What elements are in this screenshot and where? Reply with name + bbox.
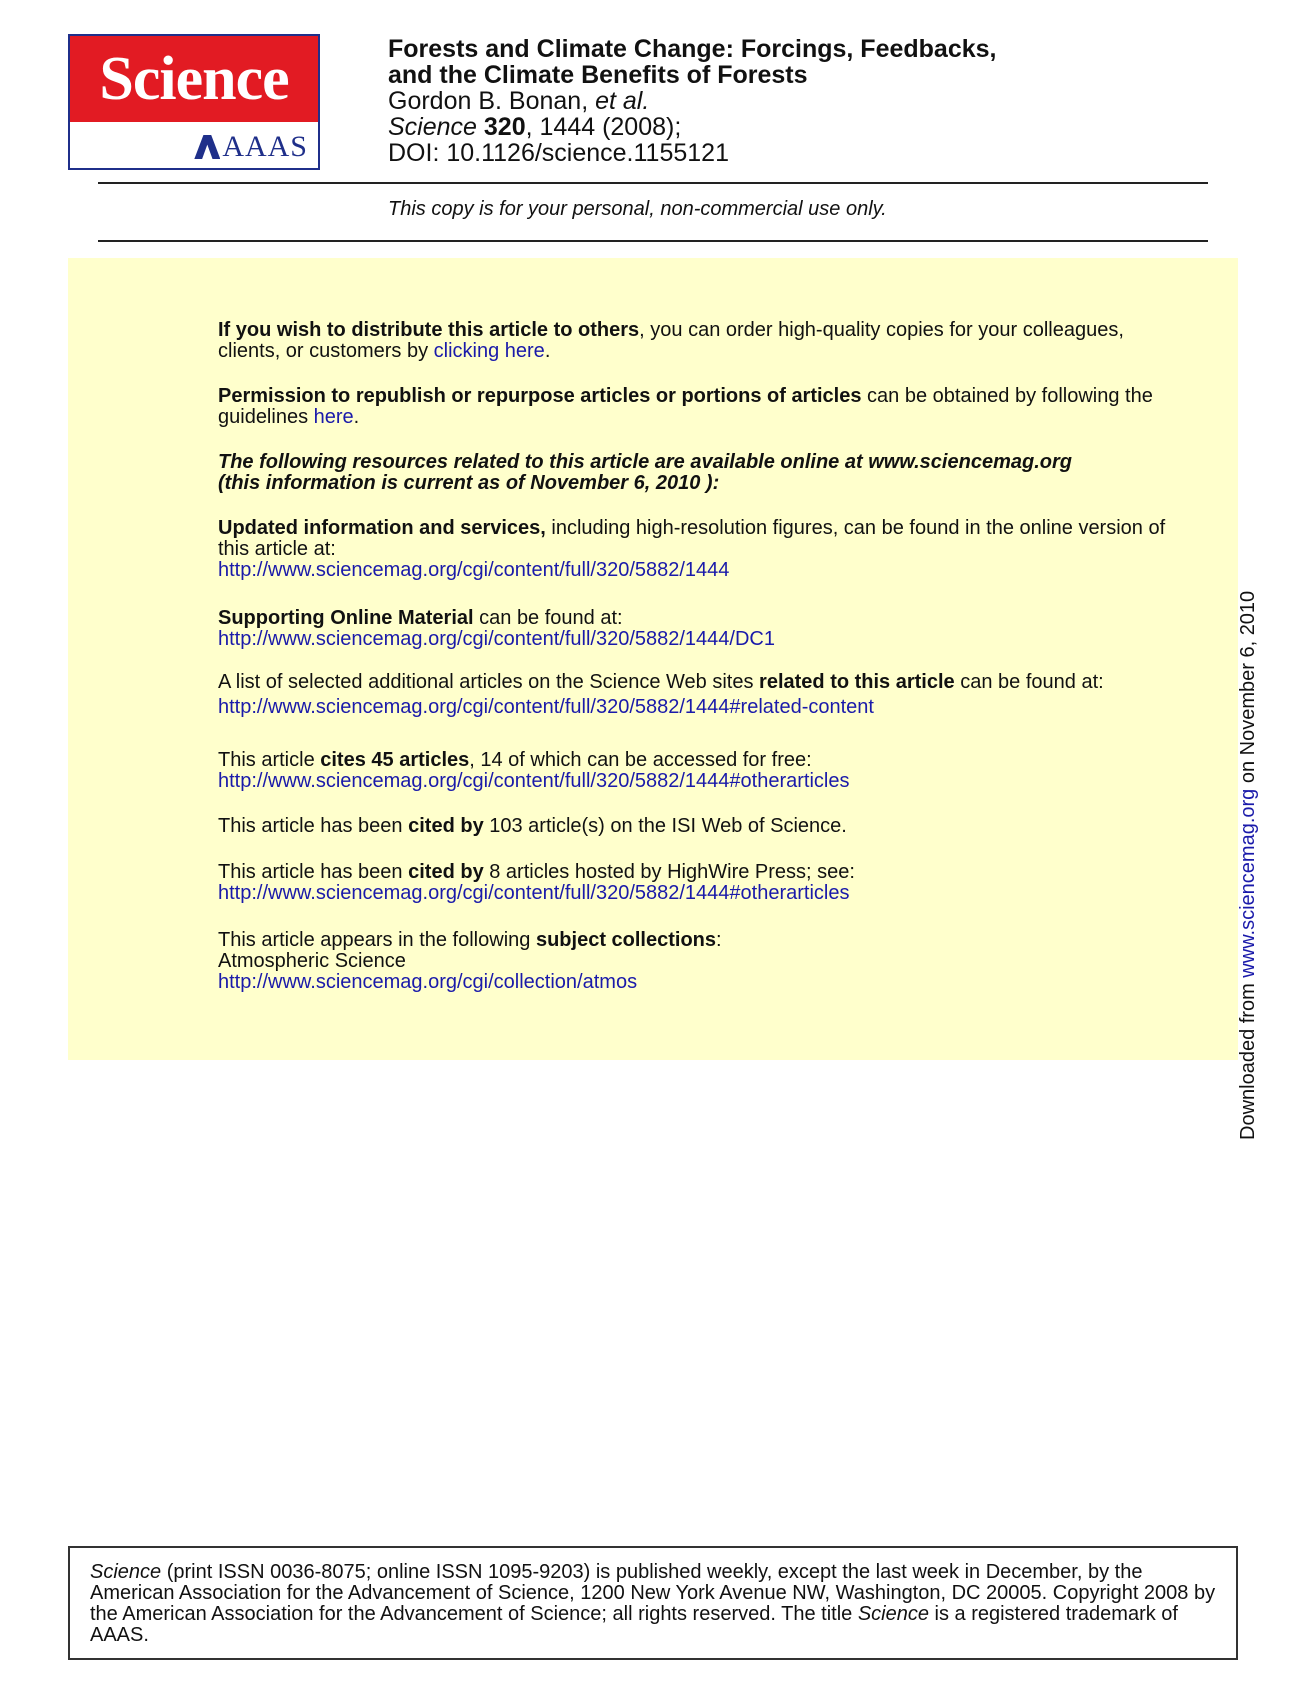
article-doi: DOI: 10.1126/science.1155121 xyxy=(388,139,729,167)
pages-year: , 1444 (2008); xyxy=(525,113,682,141)
subj-text-end: : xyxy=(716,929,722,951)
sciencemag-link[interactable]: www.sciencemag.org xyxy=(1237,788,1259,978)
article-citation xyxy=(388,114,1228,140)
personal-use-notice: This copy is for your personal, non-commercial use only. xyxy=(388,198,887,220)
som-paragraph xyxy=(218,608,1168,650)
second-rule xyxy=(98,240,1208,242)
journal-name: Science xyxy=(388,113,477,141)
hw-text-end: 8 articles hosted by HighWire Press; see: xyxy=(483,861,855,883)
resources-paragraph xyxy=(218,452,1168,494)
article-title-line1: Forests and Climate Change: Forcings, Feedbacks, xyxy=(388,35,997,63)
related-url-link[interactable]: http://www.sciencemag.org/cgi/content/full/320/5882/1444#related-content xyxy=(218,696,874,718)
subject-paragraph xyxy=(218,930,1168,993)
related-paragraph xyxy=(218,672,1168,718)
subject-name: Atmospheric Science xyxy=(218,950,406,972)
aaas-mark-icon xyxy=(194,135,220,159)
som-url-link[interactable]: http://www.sciencemag.org/cgi/content/full/320/5882/1444/DC1 xyxy=(218,628,775,650)
som-heading: Supporting Online Material xyxy=(218,607,474,629)
related-text-start: A list of selected additional articles on the Science Web sites xyxy=(218,671,760,693)
footer-body: (print ISSN 0036-8075; online ISSN 1095-9203) is published weekly, except the last week in December, by the American Association for the Advancement of Science, 1200 New York Avenue NW, Washington, DC 20005. Copyright 2008 by the American Association for the Advancement of Science; all rights reserved. The title xyxy=(90,1561,1216,1625)
science-logo xyxy=(68,34,320,170)
distribute-heading: If you wish to distribute this article to others xyxy=(218,319,640,341)
download-prefix: Downloaded from xyxy=(1237,977,1259,1140)
hw-bold: cited by xyxy=(408,861,484,883)
isi-text-end: 103 article(s) on the ISI Web of Science. xyxy=(483,815,847,837)
related-text-end: can be found at: xyxy=(954,671,1104,693)
cites-text-start: This article xyxy=(218,749,321,771)
guidelines-here-link[interactable]: here xyxy=(313,406,354,428)
highwire-url-link[interactable]: http://www.sciencemag.org/cgi/content/full/320/5882/1444#otherarticles xyxy=(218,882,850,904)
som-text: can be found at: xyxy=(473,607,623,629)
cites-url-link[interactable]: http://www.sciencemag.org/cgi/content/full/320/5882/1444#otherarticles xyxy=(218,770,850,792)
updated-paragraph xyxy=(218,518,1168,581)
footer-journal: Science xyxy=(90,1561,162,1583)
isi-bold: cited by xyxy=(408,815,484,837)
download-date: on November 6, 2010 xyxy=(1237,590,1259,789)
updated-text: including high-resolution figures, can be found in the online version of this article at: xyxy=(218,517,1166,560)
highwire-paragraph xyxy=(218,862,1168,904)
isi-paragraph xyxy=(218,816,1168,837)
cites-text-end: , 14 of which can be accessed for free: xyxy=(469,749,812,771)
resources-line2: (this information is current as of November 6, 2010 ): xyxy=(218,472,720,494)
volume: 320 xyxy=(483,113,526,141)
permission-heading: Permission to republish or repurpose articles or portions of articles xyxy=(218,385,862,407)
permission-text: can be obtained by following the guidelines xyxy=(218,385,1153,428)
download-stamp xyxy=(1237,591,1260,1140)
hw-text-start: This article has been xyxy=(218,861,409,883)
author-names: Gordon B. Bonan, xyxy=(388,87,589,115)
resources-line1: The following resources related to this article are available online at www.sciencemag.org xyxy=(218,451,1072,473)
logo-wordmark: Science xyxy=(99,45,289,113)
copyright-footer xyxy=(68,1546,1238,1660)
updated-url-link[interactable]: http://www.sciencemag.org/cgi/content/full/320/5882/1444 xyxy=(218,559,730,581)
clicking-here-link[interactable]: clicking here xyxy=(433,340,545,362)
footer-body-end: is a registered trademark of AAAS. xyxy=(90,1603,1178,1646)
subject-url-link[interactable]: http://www.sciencemag.org/cgi/collection/atmos xyxy=(218,971,638,993)
et-al: et al. xyxy=(595,87,650,115)
cites-paragraph xyxy=(218,750,1168,792)
distribute-text: , you can order high-quality copies for your colleagues, clients, or customers by xyxy=(218,319,1124,362)
footer-text xyxy=(90,1562,1220,1646)
cites-bold: cites 45 articles xyxy=(320,749,470,771)
subj-bold: subject collections xyxy=(535,929,717,951)
article-title-line2: and the Climate Benefits of Forests xyxy=(388,61,808,89)
aaas-label: AAAS xyxy=(222,130,308,163)
related-bold: related to this article xyxy=(759,671,955,693)
isi-text-start: This article has been xyxy=(218,815,409,837)
article-header xyxy=(388,36,1228,166)
distribute-paragraph: If you wish to distribute this article to others, you can order high-quality copies for your colleagues, clients, or customers by clicking here. xyxy=(218,319,1124,362)
logo-red-band xyxy=(70,36,318,122)
article-authors xyxy=(388,88,1228,114)
top-rule xyxy=(98,182,1208,184)
footer-journal-2: Science xyxy=(857,1603,929,1625)
logo-publisher-band xyxy=(70,122,318,168)
permission-paragraph: Permission to republish or repurpose articles or portions of articles can be obtained by following the guidelines here. xyxy=(218,385,1153,428)
updated-heading: Updated information and services, xyxy=(218,517,546,539)
subj-text-start: This article appears in the following xyxy=(218,929,536,951)
aaas-logo xyxy=(194,130,308,164)
